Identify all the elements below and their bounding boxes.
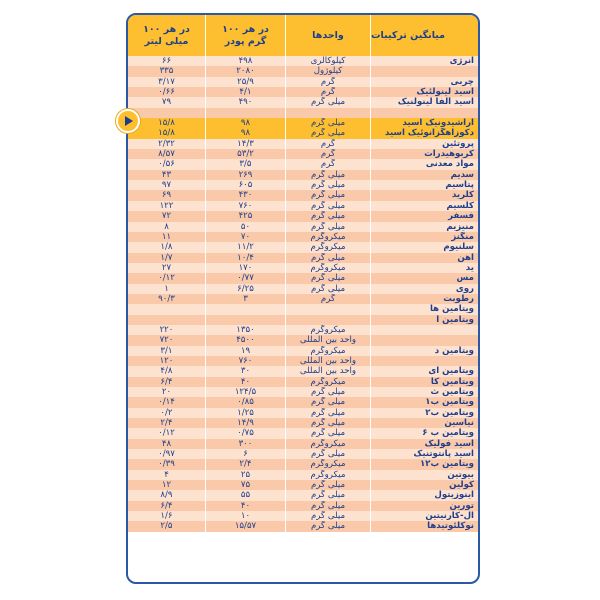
table-row <box>128 418 478 428</box>
cell-unit: میکروگرم <box>285 459 370 469</box>
header-per-100g-powder: در هر ۱۰۰ گرم پودر <box>205 15 285 56</box>
cell-per-100g: ۱۲۴/۵ <box>205 387 285 397</box>
cell-per-100g: ۲۰۸۰ <box>205 66 285 76</box>
table-row <box>128 242 478 252</box>
cell-unit: میلی گرم <box>285 511 370 521</box>
cell-composition: ویتامین ب ۶ <box>370 428 478 438</box>
table-row <box>128 315 478 325</box>
cell-unit: گرم <box>285 149 370 159</box>
cell-composition: تورین <box>370 501 478 511</box>
cell-per-100ml: ۶/۴ <box>160 376 173 387</box>
cell-per-100ml: ۰/۵۶ <box>158 159 175 170</box>
cell-composition: ویتامین آ <box>370 315 478 325</box>
table-row <box>128 201 478 211</box>
table-row <box>128 273 478 283</box>
table-row <box>128 335 478 345</box>
cell-composition <box>370 335 478 345</box>
cell-unit: میلی گرم <box>285 397 370 407</box>
cell-composition: کولین <box>370 480 478 490</box>
cell-per-100g: ۱۳۵۰ <box>205 325 285 335</box>
cell-composition <box>370 325 478 335</box>
cell-per-100ml: ۷۲ <box>161 211 172 222</box>
cell-per-100ml: ۶۹ <box>161 190 172 201</box>
cell-unit: میکروگرم <box>285 232 370 242</box>
table-row <box>128 180 478 190</box>
cell-per-100ml: ۲/۵ <box>160 521 173 532</box>
cell-unit: میلی گرم <box>285 211 370 221</box>
cell-composition: بیوتین <box>370 470 478 480</box>
table-row <box>128 139 478 149</box>
table-body <box>128 56 478 532</box>
cell-composition <box>370 108 478 118</box>
cell-unit: میلی گرم <box>285 408 370 418</box>
table-row <box>128 325 478 335</box>
cell-unit: گرم <box>285 294 370 304</box>
cell-composition: ویتامین ها <box>370 304 478 314</box>
cell-composition <box>370 66 478 76</box>
table-row <box>128 232 478 242</box>
table-row <box>128 397 478 407</box>
cell-per-100g: ۵۰ <box>205 222 285 232</box>
cell-unit: میلی گرم <box>285 97 370 107</box>
cell-unit: میلی گرم <box>285 190 370 200</box>
cell-unit: میلی گرم <box>285 480 370 490</box>
cell-composition: اسید فولیک <box>370 439 478 449</box>
cell-per-100ml: ۱/۸ <box>160 242 173 253</box>
table-row <box>128 480 478 490</box>
cell-per-100g: ۳ <box>205 294 285 304</box>
cell-per-100g: ۴۵۰۰ <box>205 335 285 345</box>
cell-per-100ml: ۸ <box>164 221 169 232</box>
cell-per-100g: ۴/۱ <box>205 87 285 97</box>
cell-unit: میلی گرم <box>285 418 370 428</box>
cell-composition: آراشیدونیک اسید <box>370 118 478 128</box>
table-row <box>128 501 478 511</box>
cell-composition: اسید لینولئیک <box>370 87 478 97</box>
table-row <box>128 108 478 118</box>
cell-per-100g: ۱/۲۵ <box>205 408 285 418</box>
cell-per-100ml: ۲/۴ <box>160 418 173 429</box>
cell-per-100g: ۰/۷۷ <box>205 273 285 283</box>
cell-unit: میلی گرم <box>285 118 370 128</box>
cell-composition: کلسیم <box>370 201 478 211</box>
cell-per-100ml: ۲۲۰ <box>159 324 174 335</box>
cell-unit <box>285 315 370 325</box>
cell-per-100g: ۲/۴ <box>205 459 285 469</box>
cell-per-100g: ۱۴/۹ <box>205 418 285 428</box>
cell-per-100g: ۲۵/۹ <box>205 77 285 87</box>
cell-per-100ml: ۴۸ <box>161 438 172 449</box>
table-row <box>128 387 478 397</box>
cell-per-100ml: ۰/۹۷ <box>158 449 175 460</box>
table-row <box>128 490 478 500</box>
cell-composition: ویتامین کا <box>370 377 478 387</box>
cell-unit: میلی گرم <box>285 128 370 138</box>
cell-per-100g <box>205 315 285 325</box>
cell-per-100g: ۴۰ <box>205 501 285 511</box>
cell-per-100g: ۶/۲۵ <box>205 284 285 294</box>
cell-per-100g: ۳/۵ <box>205 159 285 169</box>
cell-composition: اینوزیتول <box>370 490 478 500</box>
cell-per-100g: ۱۷۰ <box>205 263 285 273</box>
cell-composition: اسید آلفا لینولنیک <box>370 97 478 107</box>
table-row <box>128 87 478 97</box>
table-row <box>128 284 478 294</box>
cell-per-100g: ۱۱/۲ <box>205 242 285 252</box>
table-row <box>128 470 478 480</box>
cell-composition: ویتامین ب۲ <box>370 408 478 418</box>
table-row <box>128 428 478 438</box>
cell-composition: سلنیوم <box>370 242 478 252</box>
cell-per-100g: ۴۹۰ <box>205 97 285 107</box>
cell-composition: چربی <box>370 77 478 87</box>
cell-per-100ml: ۸/۵۷ <box>158 149 175 160</box>
cell-per-100g: ۵۵ <box>205 490 285 500</box>
cell-per-100ml: ۱۲ <box>161 480 172 491</box>
nutrition-table-card <box>126 13 480 584</box>
table-row <box>128 377 478 387</box>
cell-unit: میلی گرم <box>285 253 370 263</box>
cell-unit: میلی گرم <box>285 501 370 511</box>
cell-per-100ml: ۱/۷ <box>160 252 173 263</box>
cell-per-100g: ۴۰ <box>205 377 285 387</box>
cell-per-100ml: ۱۵/۸ <box>158 128 175 139</box>
cell-composition: فسفر <box>370 211 478 221</box>
cell-composition: روی <box>370 284 478 294</box>
table-row <box>128 449 478 459</box>
cell-unit: میکروگرم <box>285 263 370 273</box>
cell-unit: میلی گرم <box>285 521 370 531</box>
table-row <box>128 366 478 376</box>
cell-composition: ال-کارنیتین <box>370 511 478 521</box>
table-row <box>128 304 478 314</box>
cell-composition: نیاسین <box>370 418 478 428</box>
cell-per-100ml: ۳۳۵ <box>159 66 174 77</box>
cell-per-100g: ۷۰ <box>205 232 285 242</box>
cell-composition: آهن <box>370 253 478 263</box>
table-row <box>128 159 478 169</box>
cell-per-100ml: ۱ <box>164 283 169 294</box>
cell-composition: پروتئین <box>370 139 478 149</box>
cell-composition: ید <box>370 263 478 273</box>
cell-unit <box>285 108 370 118</box>
table-row <box>128 356 478 366</box>
cell-per-100g: ۳۰ <box>205 366 285 376</box>
cell-per-100ml: ۰/۳۹ <box>158 459 175 470</box>
header-composition: میانگین ترکیبات <box>370 15 478 56</box>
cell-per-100ml: ۶/۴ <box>160 500 173 511</box>
cell-per-100g: ۹۸ <box>205 128 285 138</box>
cell-per-100g: ۷۶۰ <box>205 356 285 366</box>
cell-unit: میلی گرم <box>285 428 370 438</box>
cell-per-100g <box>205 108 285 118</box>
play-arrow-icon <box>116 109 140 133</box>
cell-per-100g: ۶۰۵ <box>205 180 285 190</box>
table-row <box>128 521 478 531</box>
cell-per-100g: ۱۵/۵۷ <box>205 521 285 531</box>
cell-per-100ml: ۶۶ <box>161 56 172 66</box>
cell-unit: میکروگرم <box>285 377 370 387</box>
cell-composition: ویتامین ث <box>370 387 478 397</box>
cell-per-100ml: ۴ <box>164 469 169 480</box>
cell-per-100ml: ۱/۶ <box>160 511 173 522</box>
cell-unit: میلی گرم <box>285 284 370 294</box>
play-arrow-glyph <box>118 111 138 131</box>
cell-unit: میلی گرم <box>285 273 370 283</box>
cell-unit: گرم <box>285 77 370 87</box>
cell-per-100ml: ۰/۲ <box>160 407 173 418</box>
cell-per-100g: ۷۶۰ <box>205 201 285 211</box>
cell-per-100g: ۱۰ <box>205 511 285 521</box>
cell-unit: میکروگرم <box>285 439 370 449</box>
cell-per-100g: ۶ <box>205 449 285 459</box>
cell-unit: میلی گرم <box>285 387 370 397</box>
cell-per-100g: ۴۲۵ <box>205 211 285 221</box>
cell-unit: گرم <box>285 139 370 149</box>
cell-composition: رطوبت <box>370 294 478 304</box>
cell-per-100ml: ۰/۱۲ <box>158 428 175 439</box>
cell-composition: انرژی <box>370 56 478 66</box>
cell-per-100ml: ۱۲۰ <box>159 355 174 366</box>
cell-unit: میلی گرم <box>285 180 370 190</box>
cell-unit: واحد بین المللی <box>285 335 370 345</box>
cell-per-100ml: ۴۳ <box>161 169 172 180</box>
cell-unit: میلی گرم <box>285 490 370 500</box>
table-row <box>128 149 478 159</box>
cell-unit: میلی گرم <box>285 222 370 232</box>
cell-per-100g: ۰/۸۵ <box>205 397 285 407</box>
cell-per-100ml: ۷۹ <box>161 97 172 108</box>
cell-per-100g: ۴۳۰ <box>205 190 285 200</box>
cell-unit: میکروگرم <box>285 242 370 252</box>
cell-per-100ml: ۰/۱۲ <box>158 273 175 284</box>
table-row <box>128 459 478 469</box>
header-per-100ml: در هر ۱۰۰ میلی لیتر <box>143 23 190 47</box>
table-row <box>128 97 478 107</box>
table-row <box>128 263 478 273</box>
table-row <box>128 66 478 76</box>
header-units: واحدها <box>285 15 370 56</box>
table-row <box>128 294 478 304</box>
cell-per-100ml: ۱۵/۸ <box>158 118 175 129</box>
table-header <box>128 15 478 56</box>
cell-unit: گرم <box>285 87 370 97</box>
cell-composition: ویتامین ب۱ <box>370 397 478 407</box>
cell-per-100g: ۱۴/۳ <box>205 139 285 149</box>
cell-unit: میکروگرم <box>285 470 370 480</box>
cell-composition: مس <box>370 273 478 283</box>
cell-composition: کربوهیدرات <box>370 149 478 159</box>
cell-composition: نوکلئوتیدها <box>370 521 478 531</box>
cell-unit: واحد بین المللی <box>285 366 370 376</box>
cell-per-100g: ۷۵ <box>205 480 285 490</box>
cell-composition: ویتامین ای <box>370 366 478 376</box>
cell-per-100g: ۰/۷۵ <box>205 428 285 438</box>
cell-per-100ml: ۹۷ <box>161 180 172 191</box>
cell-unit: گرم <box>285 159 370 169</box>
cell-composition: کلرید <box>370 190 478 200</box>
cell-composition <box>370 356 478 366</box>
cell-per-100ml <box>128 315 205 325</box>
cell-per-100g: ۲۵ <box>205 470 285 480</box>
cell-per-100g: ۱۹ <box>205 346 285 356</box>
table-row <box>128 170 478 180</box>
cell-composition: منیزیم <box>370 222 478 232</box>
cell-unit: میلی گرم <box>285 201 370 211</box>
cell-per-100ml <box>128 108 205 118</box>
cell-per-100ml: ۳/۱۷ <box>158 76 175 87</box>
table-row <box>128 128 478 138</box>
cell-per-100ml: ۰/۶۶ <box>158 87 175 98</box>
table-row <box>128 439 478 449</box>
cell-composition: منگنز <box>370 232 478 242</box>
cell-composition: ویتامین ب۱۲ <box>370 459 478 469</box>
table-row <box>128 56 478 66</box>
cell-per-100ml: ۹۰/۳ <box>158 293 175 304</box>
table-row <box>128 77 478 87</box>
table-row <box>128 346 478 356</box>
cell-per-100ml: ۴/۸ <box>160 366 173 377</box>
cell-composition: اسید پانتوتنیک <box>370 449 478 459</box>
table-row <box>128 222 478 232</box>
cell-per-100ml: ۰/۱۴ <box>158 397 175 408</box>
cell-per-100ml: ۱۱ <box>161 231 172 242</box>
cell-per-100ml: ۲/۳۲ <box>158 138 175 149</box>
cell-composition: سدیم <box>370 170 478 180</box>
table-row <box>128 253 478 263</box>
cell-per-100ml: ۷۲۰ <box>159 335 174 346</box>
cell-composition: دکوزاهگزانوئیک اسید <box>370 128 478 138</box>
cell-per-100g: ۹۸ <box>205 118 285 128</box>
cell-composition: ویتامین د <box>370 346 478 356</box>
cell-unit: کیلوکالری <box>285 56 370 66</box>
cell-unit: میلی گرم <box>285 449 370 459</box>
cell-composition: مواد معدنی <box>370 159 478 169</box>
cell-per-100g: ۳۰۰ <box>205 439 285 449</box>
table-row <box>128 211 478 221</box>
cell-per-100ml: ۱۲۲ <box>159 200 174 211</box>
cell-composition: پتاسیم <box>370 180 478 190</box>
cell-per-100g: ۲۶۹ <box>205 170 285 180</box>
cell-unit: میلی گرم <box>285 170 370 180</box>
cell-per-100ml: ۳/۱ <box>160 345 173 356</box>
cell-unit: واحد بین المللی <box>285 356 370 366</box>
cell-per-100g <box>205 304 285 314</box>
cell-unit: میکروگرم <box>285 325 370 335</box>
table-row <box>128 118 478 128</box>
cell-per-100ml: ۲۷ <box>161 262 172 273</box>
cell-unit: کیلوژول <box>285 66 370 76</box>
table-row <box>128 511 478 521</box>
cell-unit <box>285 304 370 314</box>
cell-per-100g: ۵۳/۲ <box>205 149 285 159</box>
cell-per-100ml <box>128 304 205 314</box>
cell-per-100ml: ۲۰ <box>161 387 172 397</box>
cell-per-100g: ۱۰/۴ <box>205 253 285 263</box>
cell-per-100g: ۴۹۸ <box>205 56 285 66</box>
table-row <box>128 190 478 200</box>
cell-unit: میکروگرم <box>285 346 370 356</box>
table-row <box>128 408 478 418</box>
cell-per-100ml: ۸/۹ <box>160 490 173 501</box>
